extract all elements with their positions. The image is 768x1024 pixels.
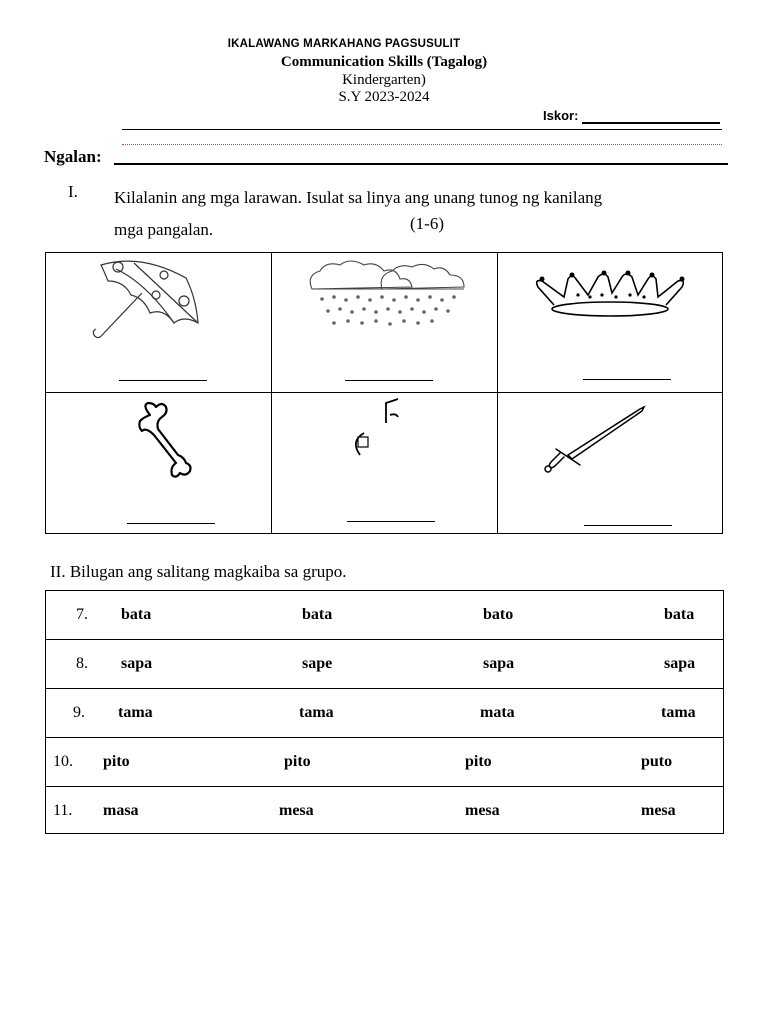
word-option[interactable]: mesa [279, 802, 314, 819]
word-option[interactable]: bata [302, 606, 333, 623]
header-divider [122, 129, 722, 130]
broken-image-icon [272, 393, 498, 493]
word-option[interactable]: sapa [664, 655, 696, 672]
word-table [45, 590, 724, 834]
word-option[interactable]: mata [480, 704, 515, 721]
name-line[interactable] [114, 163, 728, 165]
item-number: 8. [76, 655, 88, 672]
picture-cell-2 [272, 253, 498, 393]
section2-instruction: II. Bilugan ang salitang magkaiba sa grupo. [50, 562, 347, 581]
word-option[interactable]: sapa [483, 655, 515, 672]
answer-line-3[interactable] [583, 379, 671, 380]
table-row [46, 787, 723, 833]
answer-line-6[interactable] [584, 525, 672, 526]
word-option[interactable]: bato [483, 606, 514, 623]
word-option[interactable]: mesa [465, 802, 500, 819]
word-option[interactable]: tama [661, 704, 696, 721]
bone-icon [46, 393, 272, 493]
picture-cell-4 [46, 393, 272, 533]
picture-cell-5 [272, 393, 498, 533]
word-option[interactable]: masa [103, 802, 139, 819]
table-row [46, 640, 723, 689]
subject-title: Communication Skills (Tagalog) [280, 54, 488, 70]
picture-cell-6 [498, 393, 722, 533]
exam-title: IKALAWANG MARKAHANG PAGSUSULIT [227, 38, 461, 50]
picture-cell-1 [46, 253, 272, 393]
item-number: 11. [53, 802, 73, 819]
answer-line-2[interactable] [345, 380, 433, 381]
grade-level: Kindergarten) [342, 72, 426, 88]
score-line[interactable] [582, 122, 720, 124]
score-label: Iskor: [543, 108, 579, 123]
section1-line1: Kilalanin ang mga larawan. Isulat sa linya ang unang tunog ng kanilang [114, 188, 603, 207]
word-option[interactable]: pito [103, 753, 130, 770]
item-number: 7. [76, 606, 88, 623]
word-option[interactable]: tama [299, 704, 334, 721]
answer-line-4[interactable] [127, 523, 215, 524]
table-row [46, 738, 723, 787]
picture-grid [45, 252, 723, 534]
word-option[interactable]: pito [284, 753, 311, 770]
school-year: S.Y 2023-2024 [338, 89, 430, 105]
word-option[interactable]: tama [118, 704, 153, 721]
sword-icon [498, 393, 722, 493]
table-row [46, 591, 723, 640]
section1-number: I. [68, 182, 78, 201]
word-option[interactable]: puto [641, 753, 673, 770]
answer-line-1[interactable] [119, 380, 207, 381]
picture-cell-3 [498, 253, 722, 393]
answer-line-5[interactable] [347, 521, 435, 522]
section1-range: (1-6) [410, 214, 444, 233]
red-dotted-divider [122, 144, 722, 145]
table-row [46, 689, 723, 738]
item-number: 10. [53, 753, 73, 770]
word-option[interactable]: sapa [121, 655, 153, 672]
section1-line2: mga pangalan. [114, 220, 214, 239]
word-option[interactable]: pito [465, 753, 492, 770]
name-label: Ngalan: [44, 147, 102, 166]
word-option[interactable]: mesa [641, 802, 676, 819]
rain-cloud-icon [272, 253, 498, 353]
word-option[interactable]: sape [302, 655, 333, 672]
item-number: 9. [73, 704, 85, 721]
word-option[interactable]: bata [121, 606, 152, 623]
umbrella-icon [46, 253, 272, 353]
word-option[interactable]: bata [664, 606, 695, 623]
crown-icon [498, 253, 722, 353]
